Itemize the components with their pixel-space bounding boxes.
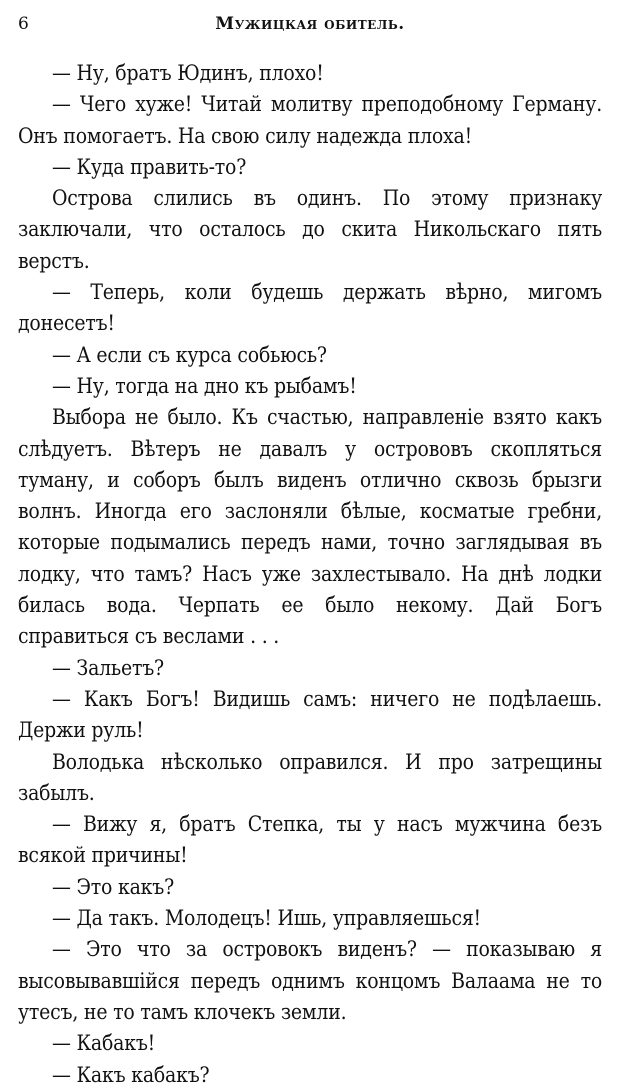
paragraph: Острова слились въ одинъ. По этому признаку заключали, что осталось до скита Никольскаго пять верстъ. [18, 186, 602, 273]
paragraph: — Ну, тогда на дно къ рыбамъ! [52, 373, 357, 398]
paragraph: — Вижу я, братъ Степка, ты у насъ мужчина безъ всякой причины! [18, 812, 602, 868]
paragraph: — Теперь, коли будешь держать вѣрно, мигомъ донесетъ! [18, 280, 602, 336]
page-number: 6 [18, 14, 30, 34]
paragraph: Володька нѣсколько оправился. И про затрещины забылъ. [18, 749, 602, 805]
paragraph: — Какъ кабакъ? [52, 1062, 210, 1087]
paragraph: — Зальетъ? [52, 655, 164, 680]
running-head [18, 14, 602, 38]
paragraph: — Куда править-то? [52, 154, 247, 179]
paragraph: — Это какъ? [52, 874, 175, 899]
running-title: Мужицкая обитель. [215, 14, 405, 34]
paragraph: — Какъ Богъ! Видишь самъ: ничего не подѣлаешь. Держи руль! [18, 686, 602, 743]
paragraph: — Чего хуже! Читай молитву преподобному Герману. Онъ помогаетъ. На свою силу надежда плоха! [18, 92, 602, 148]
paragraph: — Кабакъ! [52, 1031, 156, 1056]
paragraph: — Да такъ. Молодецъ! Ишь, управляешься! [52, 906, 481, 931]
paragraph: — Это что за островокъ виденъ? — показываю я высовывавшійся передъ однимъ концомъ Валаама не то утесъ, не то тамъ клочекъ земли. [18, 937, 602, 1024]
paragraph: Выбора не было. Къ счастью, направленіе взято какъ слѣдуетъ. Вѣтеръ не давалъ у острововъ скоплятьcя туману, и соборъ былъ виденъ отлично сквозь брызги волнъ. Иногда его заслоняли бѣлые, косматые гребни, которые подымались передъ нами, точно заглядывая въ лодку, что тамъ? Насъ уже захлестывало. На днѣ лодки билась вода. Черпать ее было некому. Дай Богъ справиться съ веслами . . . [18, 405, 602, 649]
text-body [18, 58, 602, 1091]
paragraph: — Ну, братъ Юдинъ, плохо! [52, 61, 324, 85]
paragraph: — А если съ курса собьюсь? [52, 342, 327, 367]
